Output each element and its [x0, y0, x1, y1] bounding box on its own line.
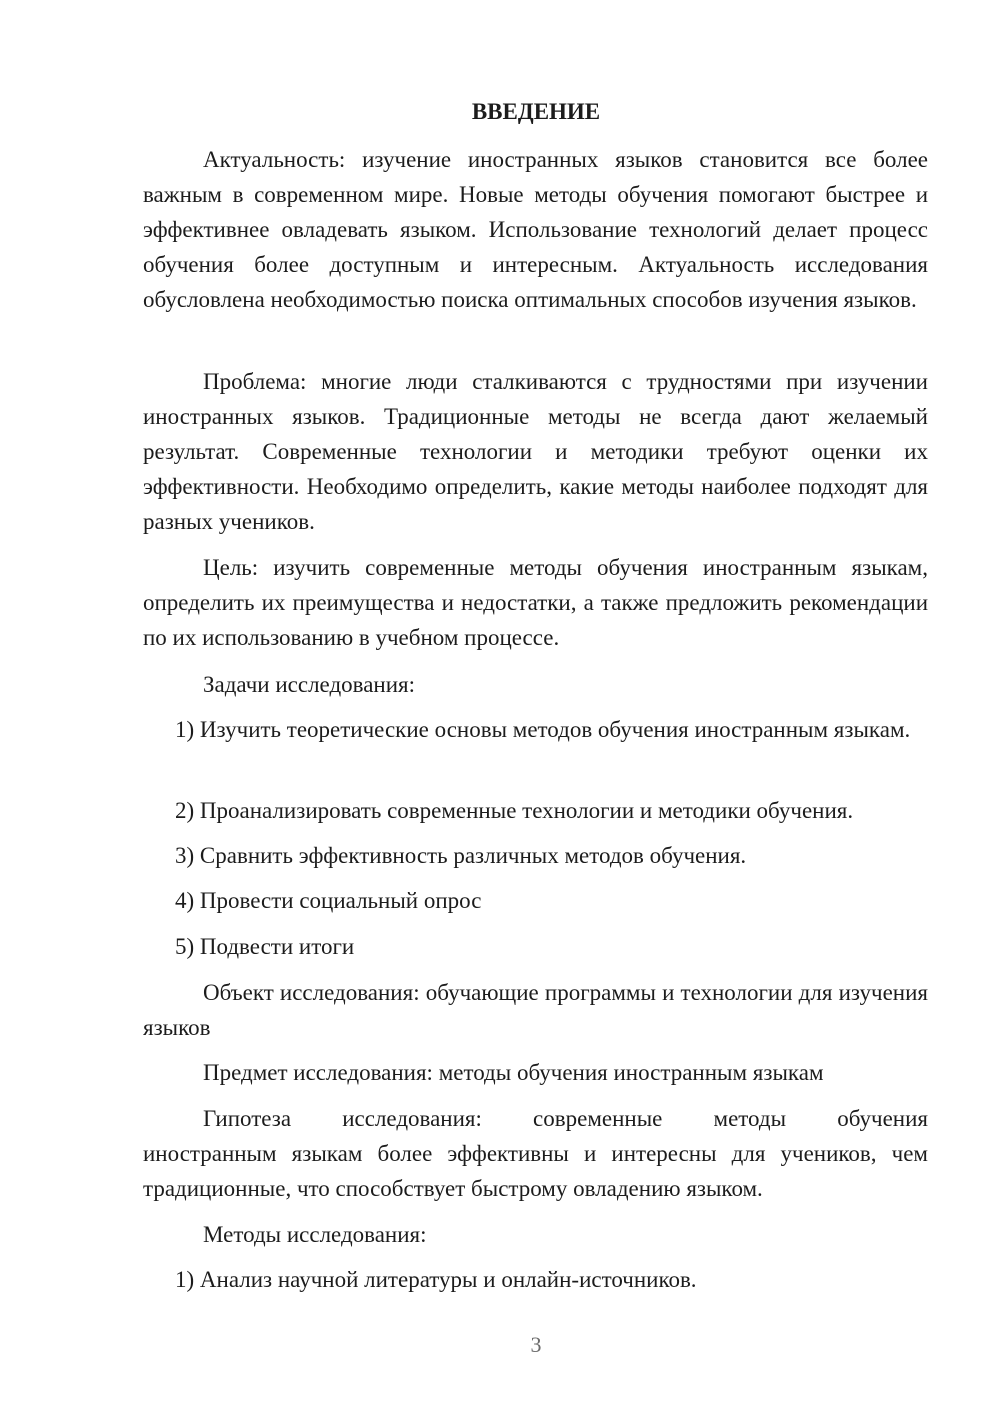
task-item-1: 1) Изучить теоретические основы методов обучения иностранным языкам. [175, 717, 911, 742]
page-title: ВВЕДЕНИЕ [471, 99, 601, 124]
hypothesis-line-1: Гипотеза исследования: современные методы обучения [203, 1106, 928, 1131]
page-number: 3 [530, 1332, 542, 1357]
relevance-paragraph: Актуальность: изучение иностранных языков становится все более важным в современном мире. Новые методы обучения помогают быстрее и эффективнее овладевать языком. Использование технологий делает процесс обучения более доступным и интересным. Актуальность исследования обусловлена необходимостью поиска оптимальных способов изучения языков. [143, 147, 928, 312]
task-item-2: 2) Проанализировать современные технологии и методики обучения. [175, 798, 854, 823]
task-item-4: 4) Провести социальный опрос [175, 888, 482, 913]
goal-paragraph: Цель: изучить современные методы обучения иностранным языкам, определить их преимущества и недостатки, а также предложить рекомендации по их использованию в учебном процессе. [143, 555, 928, 650]
hypothesis-rest: иностранным языкам более эффективны и интересны для учеников, чем традиционные, что способствует быстрому овладению языком. [143, 1141, 928, 1201]
subject-paragraph: Предмет исследования: методы обучения иностранным языкам [203, 1060, 824, 1085]
method-item-1: 1) Анализ научной литературы и онлайн-источников. [175, 1267, 697, 1292]
tasks-heading: Задачи исследования: [203, 672, 416, 697]
methods-heading: Методы исследования: [203, 1222, 427, 1247]
problem-paragraph: Проблема: многие люди сталкиваются с трудностями при изучении иностранных языков. Традиционные методы не всегда дают желаемый результат. Современные технологии и методики требуют оценки их эффективности. Необходимо определить, какие методы наиболее подходят для разных учеников. [143, 369, 928, 534]
task-item-5: 5) Подвести итоги [175, 934, 355, 959]
object-paragraph: Объект исследования: обучающие программы и технологии для изучения языков [143, 980, 928, 1040]
task-item-3: 3) Сравнить эффективность различных методов обучения. [175, 843, 747, 868]
